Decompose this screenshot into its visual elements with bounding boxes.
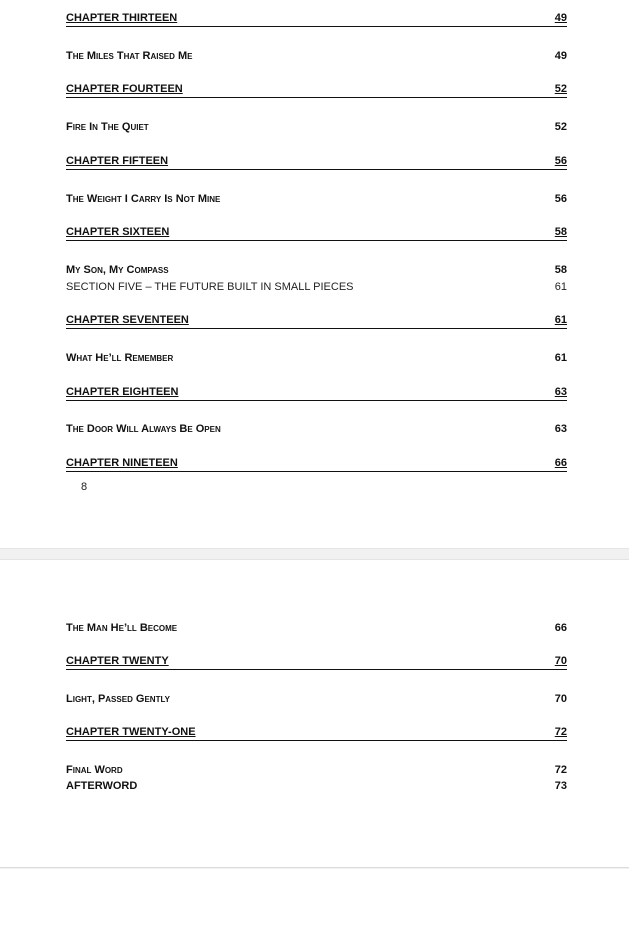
toc-entry-title: Final Word: [66, 764, 123, 776]
toc-entry-page: 49: [554, 50, 567, 62]
toc-entry-title: SECTION FIVE – THE FUTURE BUILT IN SMALL PIECES: [66, 281, 354, 293]
toc-entry-subtitle[interactable]: [66, 191, 567, 206]
toc-entry-page: 61: [554, 352, 567, 364]
toc-entry-page: 72: [554, 726, 567, 738]
toc-entry-page: 72: [554, 764, 567, 776]
toc-entry-title: CHAPTER FIFTEEN: [66, 155, 169, 167]
toc-entry-chapter-21[interactable]: [66, 726, 567, 741]
next-page-edge: [0, 869, 629, 952]
toc-entry-title: The Door Will Always Be Open: [66, 423, 221, 435]
toc-entry-section[interactable]: [66, 279, 567, 294]
toc-entry-page: 70: [554, 693, 567, 705]
toc-entry-page: 70: [554, 655, 567, 667]
toc-entry-page: 66: [554, 622, 567, 634]
toc-entry-title: CHAPTER FOURTEEN: [66, 83, 183, 95]
toc-entry-page: 61: [554, 314, 567, 326]
toc-entry-chapter-14[interactable]: [66, 83, 567, 98]
toc-entry-title: My Son, My Compass: [66, 264, 169, 276]
toc-entry-subtitle[interactable]: [66, 421, 567, 436]
toc-entry-title: What He’ll Remember: [66, 352, 174, 364]
toc-entry-title: AFTERWORD: [66, 780, 138, 792]
toc-entry-page: 73: [554, 780, 567, 792]
toc-entry-subtitle[interactable]: [66, 620, 567, 635]
toc-entry-title: CHAPTER SIXTEEN: [66, 226, 170, 238]
toc-entry-chapter-19[interactable]: [66, 457, 567, 472]
toc-entry-title: Light, Passed Gently: [66, 693, 170, 705]
toc-entry-page: 61: [554, 281, 567, 293]
toc-entry-subtitle[interactable]: [66, 48, 567, 63]
toc-entry-chapter-17[interactable]: [66, 314, 567, 329]
toc-entry-title: The Weight I Carry Is Not Mine: [66, 193, 221, 205]
toc-entry-subtitle[interactable]: [66, 691, 567, 706]
toc-entry-chapter-20[interactable]: [66, 655, 567, 670]
toc-entry-page: 49: [554, 12, 567, 24]
page-number: 8: [81, 481, 88, 493]
toc-entry-page: 56: [554, 155, 567, 167]
toc-entry-chapter-16[interactable]: [66, 226, 567, 241]
toc-entry-subtitle[interactable]: [66, 762, 567, 777]
toc-entry-title: CHAPTER EIGHTEEN: [66, 386, 179, 398]
toc-entry-subtitle[interactable]: [66, 262, 567, 277]
toc-entry-title: CHAPTER TWENTY-ONE: [66, 726, 196, 738]
toc-entry-title: CHAPTER TWENTY: [66, 655, 169, 667]
toc-entry-page: 58: [554, 226, 567, 238]
toc-page-2: [0, 559, 629, 868]
toc-entry-title: CHAPTER THIRTEEN: [66, 12, 178, 24]
toc-entry-title: CHAPTER SEVENTEEN: [66, 314, 189, 326]
toc-entry-chapter-15[interactable]: [66, 155, 567, 170]
toc-entry-title: CHAPTER NINETEEN: [66, 457, 178, 469]
toc-entry-afterword[interactable]: [66, 778, 567, 793]
toc-entry-title: Fire In The Quiet: [66, 121, 149, 133]
toc-entry-page: 66: [554, 457, 567, 469]
toc-entry-subtitle[interactable]: [66, 119, 567, 134]
toc-entry-subtitle[interactable]: [66, 350, 567, 365]
toc-entry-page: 52: [554, 121, 567, 133]
toc-entry-title: The Man He’ll Become: [66, 622, 178, 634]
toc-entry-page: 52: [554, 83, 567, 95]
toc-entry-page: 63: [554, 423, 567, 435]
toc-entry-chapter-13[interactable]: [66, 12, 567, 27]
toc-entry-chapter-18[interactable]: [66, 386, 567, 401]
toc-entry-page: 58: [554, 264, 567, 276]
toc-entry-page: 63: [554, 386, 567, 398]
toc-entry-page: 56: [554, 193, 567, 205]
toc-entry-title: The Miles That Raised Me: [66, 50, 193, 62]
